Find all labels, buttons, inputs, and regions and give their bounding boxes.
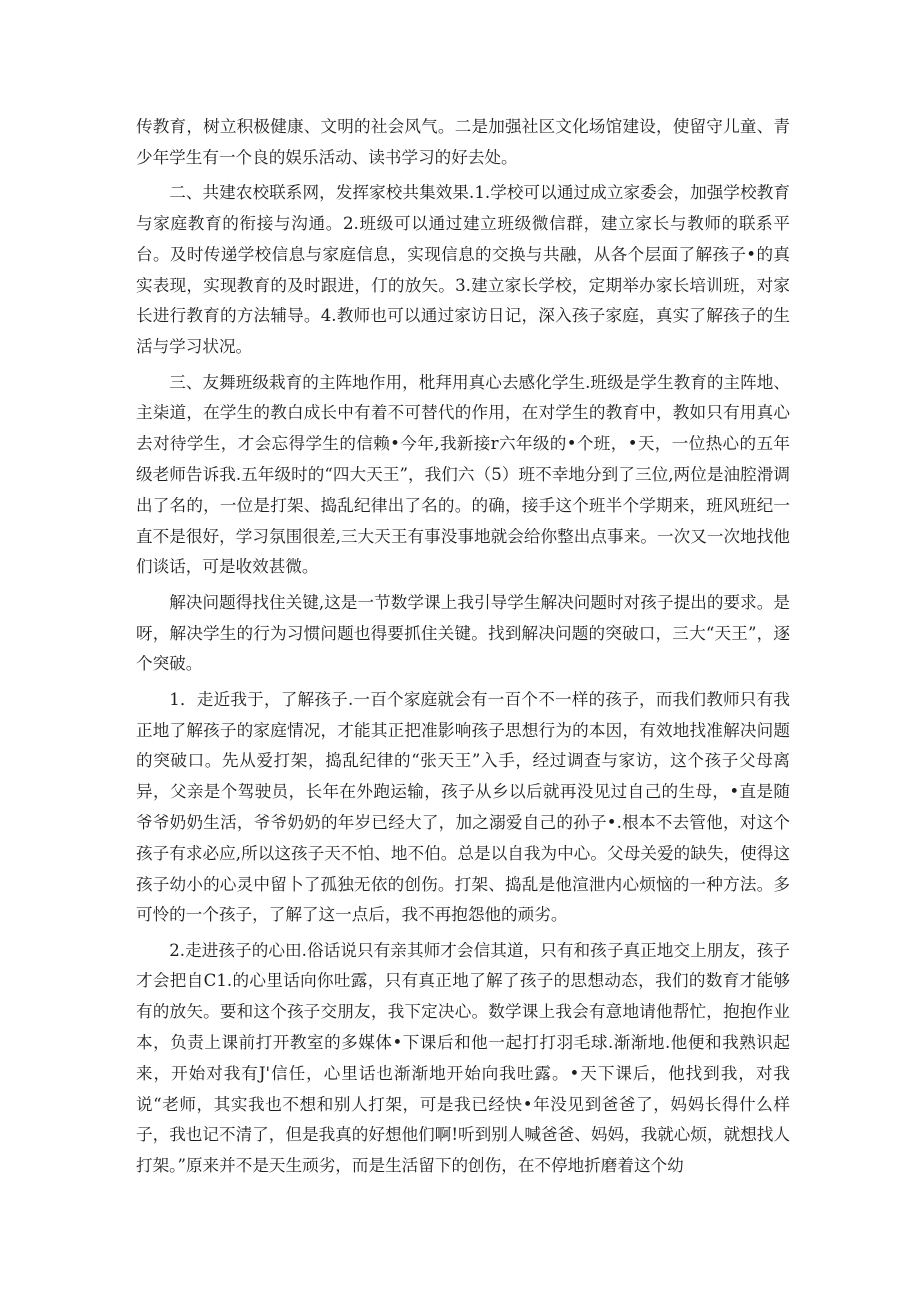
paragraph-2: 二、共建农校联系网，发挥家校共集效果.1.学校可以通过成立家委会，加强学校教育与家庭教育的衔接与沟通。2.班级可以通过建立班级微信群，建立家长与教师的联系平台。及时传递学校信息与家庭信息，实现信息的交换与共融，从各个层面了解孩子•的真实表现，实现教育的及时跟进，仃的放矢。3.建立家长学校，定期举办家长培训班，对家长进行教育的方法辅导。4.教师也可以通过家访日记，深入孩子家庭，真实了解孩子的生活与学习状况。 <box>136 183 790 357</box>
paragraph-5: 1．走近我于，了解孩子.一百个家庭就会有一百个不一样的孩子，而我们教师只有我正地了解孩子的家庭情况，才能其正把准影响孩子思想行为的本因，有效地找准解决问题的突破口。先从爱打架，捣乱纪律的“张天王”入手，经过调查与家访，这个孩子父母离异，父亲是个驾驶员，长年在外跑运输，孩子从乡以后就再没见过自己的生母，•直是随爷爷奶奶生活，爷爷奶奶的年岁已经大了，加之溺爱自己的孙子•.根本不去管他，对这个孩子有求必应,所以这孩子天不怕、地不伯。总是以自我为中心。父母关爱的缺失，使得这孩子幼小的心灵中留卜了孤独无依的创伤。打架、捣乱是他渲泄内心烦恼的一种方法。多可怜的一个孩子，了解了这一点后，我不再抱怨他的顽劣。 <box>136 689 790 925</box>
document-body <box>136 112 790 1187</box>
paragraph-6: 2.走进孩子的心田.俗话说只有亲其师才会信其道，只有和孩子真正地交上朋友，孩子才会把自C1.的心里话向你吐露，只有真正地了解了孩子的思想动态，我们的数育才能够有的放矢。要和这个孩子交朋友，我下定决心。数学课上我会有意地请他帮忙，抱抱作业本，负责上课前打开教室的多媒体•下课后和他一起打打羽毛球.渐渐地.他便和我熟识起来，开始对我有J'信任，心里话也渐渐地开始向我吐露。•天下课后，他找到我，对我说“老师，其实我也不想和别人打架，可是我已经快•年没见到爸爸了，妈妈长得什么样子，我也记不清了，但是我真的好想他们啊!听到别人喊爸爸、妈妈，我就心烦，就想找人打架。”原来并不是天生顽劣，而是生活留下的创伤，在不停地折磨着这个幼 <box>136 940 790 1176</box>
paragraph-3: 三、友舞班级栽育的主阵地作用，枇拜用真心去感化学生.班级是学生教育的主阵地、主柒道，在学生的教白成长中有着不可替代的作用，在对学生的教育中，教如只有用真心去对待学生，才会忘得学生的信赖•今年,我新接r六年级的•个班，•天，一位热心的五年级老师告诉我.五年级时的“四大天王”，我们六（5）班不幸地分到了三位,两位是油腔滑调出了名的，一位是打架、捣乱纪律出了名的。的确，接手这个班半个学期来，班风班纪一直不是很好，学习氛围很差,三大天王有事没事地就会给你整出点事来。一次又一次地找他们谈话，可是收效甚微。 <box>136 372 790 577</box>
paragraph-4: 解决问题得找住关键,这是一节数学课上我引导学生解决问题时对孩子提出的要求。是呀，解决学生的行为习惯问题也得要抓住关键。找到解决问题的突破口，三大“天王”，逐个突破。 <box>136 592 790 674</box>
paragraph-1: 传教育，树立积极健康、文明的社会风气。二是加强社区文化场馆建设，使留守儿童、青少年学生有一个良的娱乐活动、读书学习的好去处。 <box>136 117 790 167</box>
